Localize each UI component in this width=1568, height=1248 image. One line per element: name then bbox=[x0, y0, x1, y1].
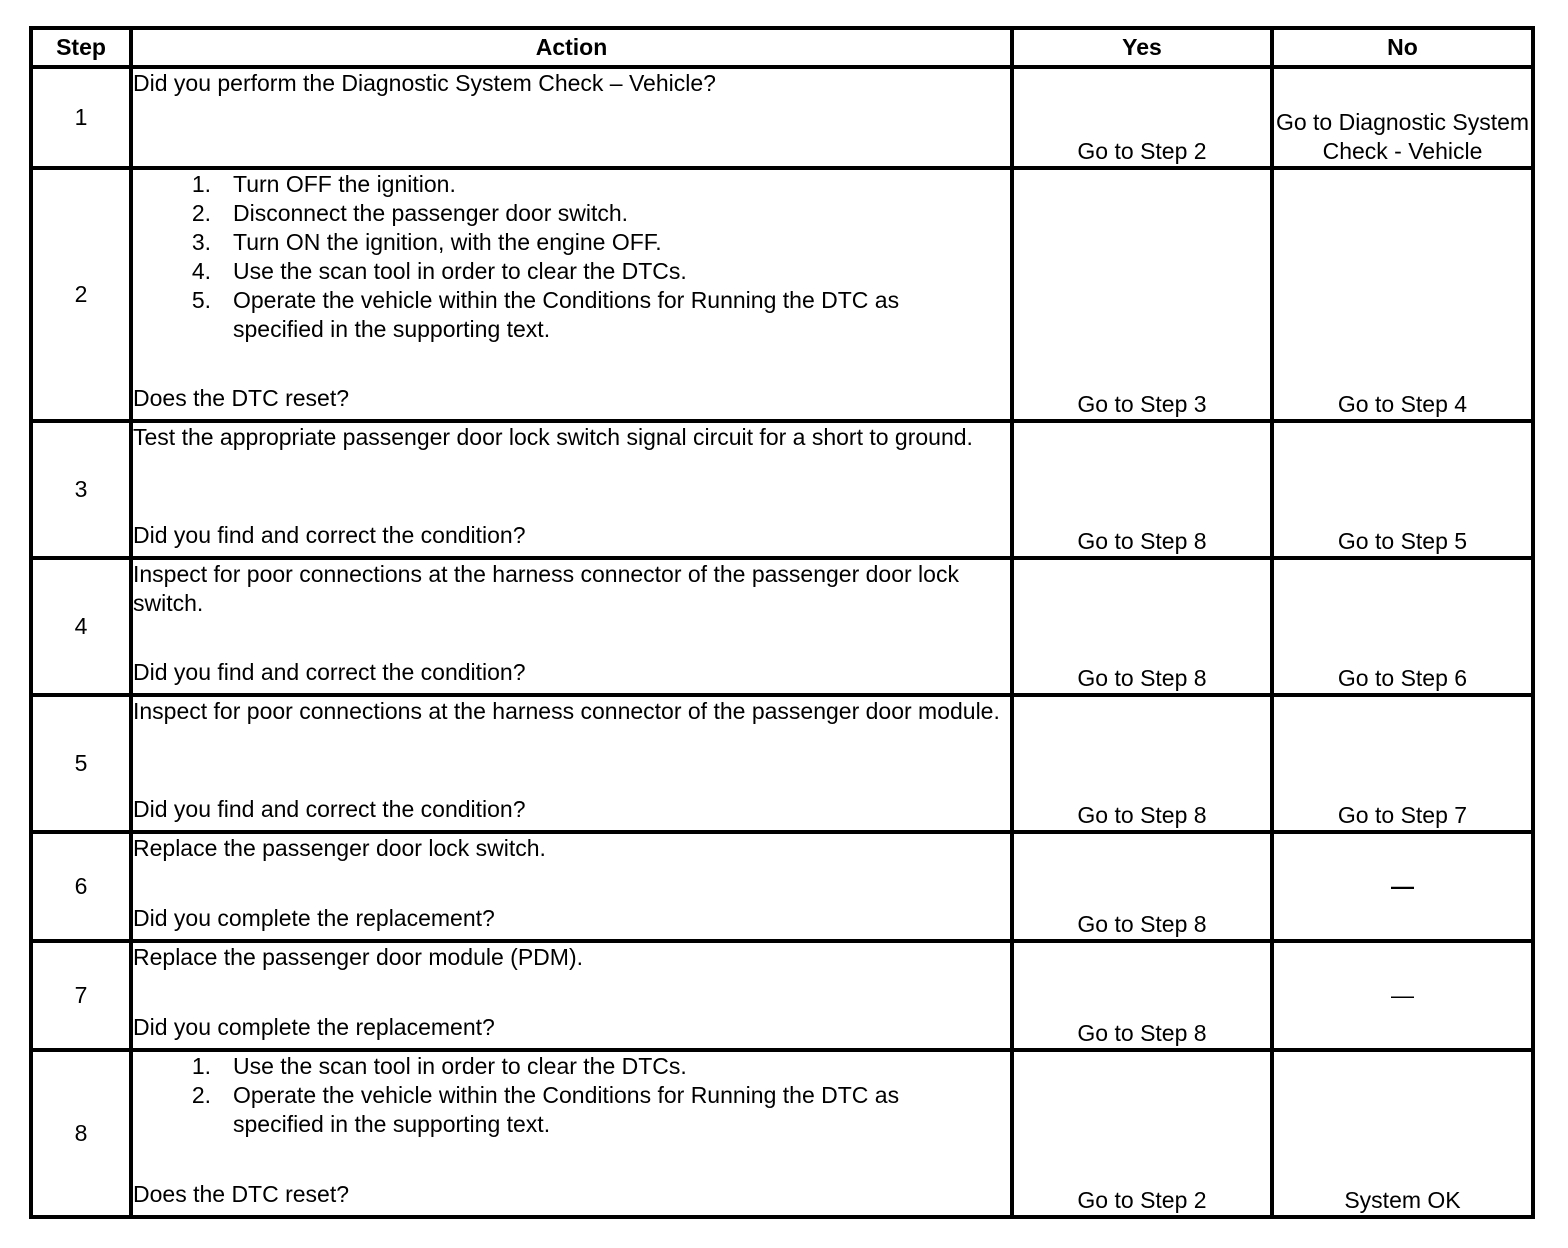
action-text: Replace the passenger door module (PDM). bbox=[133, 944, 584, 970]
step-number: 8 bbox=[31, 1050, 131, 1217]
action-steps-list bbox=[133, 170, 1010, 344]
table-row bbox=[31, 695, 1533, 832]
yes-result: Go to Step 8 bbox=[1012, 558, 1272, 695]
no-result: Go to Diagnostic System Check - Vehicle bbox=[1272, 67, 1533, 168]
table-row bbox=[31, 1050, 1533, 1217]
action-question: Did you find and correct the condition? bbox=[133, 796, 526, 822]
yes-result: Go to Step 2 bbox=[1012, 1050, 1272, 1217]
header-action: Action bbox=[131, 28, 1012, 67]
action-question: Did you complete the replacement? bbox=[133, 905, 495, 931]
no-result: Go to Step 4 bbox=[1272, 168, 1533, 421]
list-item: 5. Operate the vehicle within the Conditions for Running the DTC as specified in the supporting text. bbox=[191, 287, 900, 342]
no-result: System OK bbox=[1272, 1050, 1533, 1217]
table-row bbox=[31, 558, 1533, 695]
action-question: Did you complete the replacement? bbox=[133, 1014, 495, 1040]
header-row bbox=[31, 28, 1533, 67]
action-cell bbox=[131, 168, 1012, 421]
yes-result: Go to Step 8 bbox=[1012, 421, 1272, 558]
header-yes: Yes bbox=[1012, 28, 1272, 67]
header-no: No bbox=[1272, 28, 1533, 67]
no-result: Go to Step 5 bbox=[1272, 421, 1533, 558]
action-question: Does the DTC reset? bbox=[133, 385, 350, 411]
header-step: Step bbox=[31, 28, 131, 67]
action-cell bbox=[131, 558, 1012, 695]
yes-result: Go to Step 8 bbox=[1012, 832, 1272, 941]
step-number: 6 bbox=[31, 832, 131, 941]
diagnostic-table bbox=[29, 26, 1535, 1219]
action-cell bbox=[131, 695, 1012, 832]
action-question: Did you find and correct the condition? bbox=[133, 659, 526, 685]
list-item: 2. Disconnect the passenger door switch. bbox=[191, 200, 629, 226]
action-cell bbox=[131, 421, 1012, 558]
table-row bbox=[31, 67, 1533, 168]
list-item: 3. Turn ON the ignition, with the engine OFF. bbox=[191, 229, 662, 255]
yes-result: Go to Step 8 bbox=[1012, 695, 1272, 832]
list-item: 1. Use the scan tool in order to clear the DTCs. bbox=[191, 1053, 687, 1079]
step-number: 7 bbox=[31, 941, 131, 1050]
step-number: 4 bbox=[31, 558, 131, 695]
action-text: Replace the passenger door lock switch. bbox=[133, 835, 546, 861]
list-item: 2. Operate the vehicle within the Conditions for Running the DTC as specified in the supporting text. bbox=[191, 1082, 900, 1137]
table-row bbox=[31, 832, 1533, 941]
list-item: 4. Use the scan tool in order to clear the DTCs. bbox=[191, 258, 687, 284]
no-result: Go to Step 7 bbox=[1272, 695, 1533, 832]
action-question: Did you find and correct the condition? bbox=[133, 522, 526, 548]
step-number: 1 bbox=[31, 67, 131, 168]
action-question: Does the DTC reset? bbox=[133, 1181, 350, 1207]
no-result: Go to Step 6 bbox=[1272, 558, 1533, 695]
action-steps-list bbox=[133, 1052, 1010, 1139]
action-text: Inspect for poor connections at the harness connector of the passenger door module. bbox=[133, 698, 1000, 724]
table-row bbox=[31, 168, 1533, 421]
action-text: Test the appropriate passenger door lock switch signal circuit for a short to ground. bbox=[133, 424, 973, 450]
action-cell bbox=[131, 941, 1012, 1050]
list-item: 1. Turn OFF the ignition. bbox=[191, 171, 456, 197]
action-cell bbox=[131, 1050, 1012, 1217]
table-row bbox=[31, 421, 1533, 558]
no-result: — bbox=[1272, 941, 1533, 1050]
action-text: Inspect for poor connections at the harness connector of the passenger door lock switch. bbox=[133, 561, 959, 616]
step-number: 5 bbox=[31, 695, 131, 832]
step-number: 3 bbox=[31, 421, 131, 558]
yes-result: Go to Step 3 bbox=[1012, 168, 1272, 421]
action-text: Did you perform the Diagnostic System Check – Vehicle? bbox=[133, 70, 716, 96]
yes-result: Go to Step 8 bbox=[1012, 941, 1272, 1050]
step-number: 2 bbox=[31, 168, 131, 421]
no-result: — bbox=[1272, 832, 1533, 941]
table-row bbox=[31, 941, 1533, 1050]
action-cell bbox=[131, 832, 1012, 941]
yes-result: Go to Step 2 bbox=[1012, 67, 1272, 168]
action-cell bbox=[131, 67, 1012, 168]
